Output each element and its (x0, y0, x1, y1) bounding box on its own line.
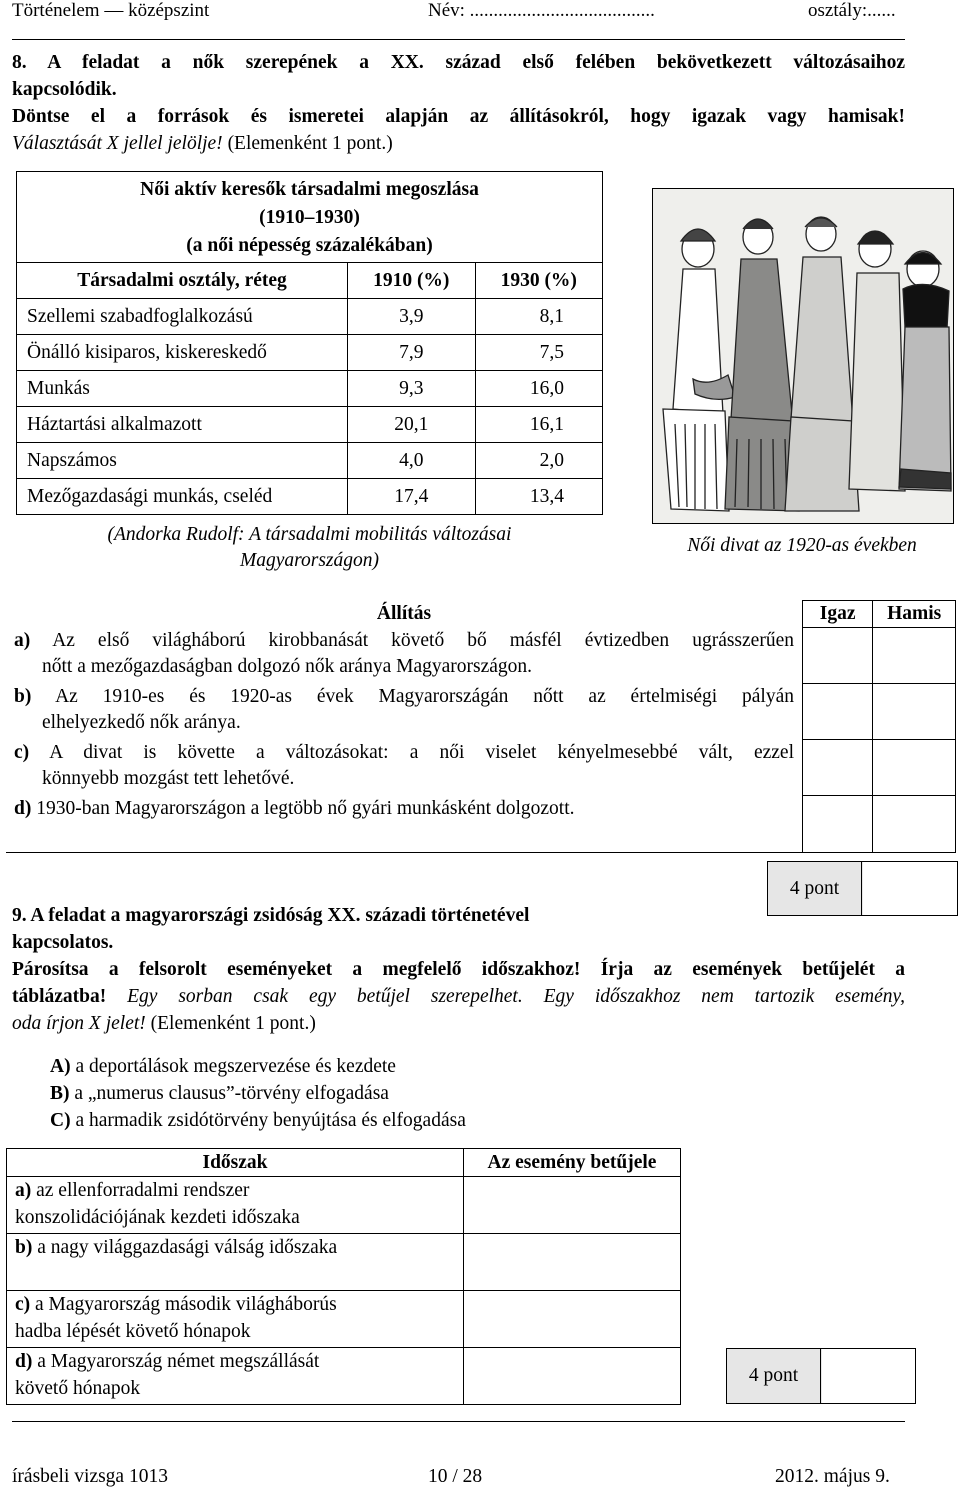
period-text (7, 1234, 464, 1291)
answer-cell[interactable] (464, 1177, 681, 1234)
statement-line1: Az 1910-es és 1920-as évek Magyarországán nőtt az értelmiségi pályán (55, 685, 794, 707)
statement-letter: a) (14, 629, 31, 651)
table-cell: 9,3 (348, 371, 476, 407)
period-letter: d) (15, 1351, 33, 1372)
task8-instruction-italic: Választását X jellel jelölje! (12, 133, 223, 154)
event-item (50, 1080, 466, 1107)
source-table-header-row (17, 263, 603, 299)
period-text (7, 1348, 464, 1405)
table-row (17, 479, 603, 515)
event-item (50, 1053, 466, 1080)
statement-text (6, 628, 803, 684)
statement-line1: A divat is követte a változásokat: a női viselet kényelmesebbé vált, ezzel (49, 741, 794, 763)
task8-title-line1: 8. A feladat a nők szerepének a XX. század első felében bekövetkezett változásaihoz (12, 52, 905, 73)
caption-line: (1910–1930) (259, 207, 360, 228)
table-row (17, 299, 603, 335)
statement-letter: d) (14, 797, 32, 819)
table-cell: Szellemi szabadfoglalkozású (17, 299, 348, 335)
header-cell: Társadalmi osztály, réteg (17, 263, 348, 299)
source-citation (16, 522, 603, 574)
period-row (7, 1348, 681, 1405)
statement-line (14, 628, 794, 654)
fashion-illustration (652, 188, 954, 524)
header-false: Hamis (873, 601, 956, 628)
period-line1: az ellenforradalmi rendszer (36, 1180, 250, 1201)
statement-line2: nőtt a mezőgazdaságban dolgozó nők aránya Magyarországon. (42, 655, 533, 677)
footer-exam-id: írásbeli vizsga 1013 (12, 1466, 168, 1487)
statement-line2: elhelyezkedő nők aránya. (42, 711, 241, 733)
header-subject: Történelem — középszint (12, 0, 210, 21)
answer-cell[interactable] (464, 1234, 681, 1291)
answer-cell[interactable] (464, 1291, 681, 1348)
table-cell: 8,1 (475, 299, 603, 335)
table-cell: 17,4 (348, 479, 476, 515)
false-checkbox-cell[interactable] (873, 740, 956, 796)
footer-page-number: 10 / 28 (428, 1466, 483, 1487)
header-class: osztály:...... (808, 0, 896, 21)
event-letter: B) (50, 1083, 70, 1104)
true-checkbox-cell[interactable] (803, 628, 873, 684)
table-cell: Munkás (17, 371, 348, 407)
statement-text (6, 740, 803, 796)
table-cell: Háztartási alkalmazott (17, 407, 348, 443)
citation-line: (Andorka Rudolf: A társadalmi mobilitás változásai (107, 524, 512, 545)
task9-points-box (726, 1348, 916, 1404)
statement-line1: 1930-ban Magyarországon a legtöbb nő gyári munkásként dolgozott. (36, 797, 575, 819)
fashion-drawing (653, 189, 953, 523)
statement-row (6, 796, 956, 853)
header-statement: Állítás (376, 603, 432, 624)
table-cell: 20,1 (348, 407, 476, 443)
citation-line: Magyarországon) (239, 550, 380, 571)
statements-header-row (6, 601, 956, 628)
statement-letter: c) (14, 741, 30, 763)
period-line (15, 1291, 455, 1318)
table-cell: Mezőgazdasági munkás, cseléd (17, 479, 348, 515)
period-letter: c) (15, 1294, 31, 1315)
header-cell: 1910 (%) (348, 263, 476, 299)
task8-title-line2: kapcsolódik. (12, 79, 117, 100)
header-period: Időszak (7, 1149, 464, 1177)
caption-line: Női aktív keresők társadalmi megoszlása (140, 179, 479, 200)
task9-instruction-line1: Párosítsa a felsorolt eseményeket a megfelelő időszakhoz! Írja az események betűjelét a (12, 959, 905, 980)
true-checkbox-cell[interactable] (803, 796, 873, 853)
statement-line (14, 796, 794, 822)
event-letter: C) (50, 1110, 71, 1131)
period-text (7, 1177, 464, 1234)
task9-instruction-italic: Egy sorban csak egy betűjel szerepelhet. Egy időszakhoz nem tartozik esemény, (127, 986, 905, 1007)
false-checkbox-cell[interactable] (873, 628, 956, 684)
table-row (17, 443, 603, 479)
answer-cell[interactable] (464, 1348, 681, 1405)
source-table (16, 171, 603, 515)
statement-line1: Az első világháború kirobbanását követő bő másfél évtizedben ugrásszerűen (52, 629, 794, 651)
task9-instruction-line2 (12, 986, 905, 1008)
table-cell: 3,9 (348, 299, 476, 335)
period-letter: b) (15, 1237, 33, 1258)
statement-line (14, 740, 794, 766)
table-row (17, 335, 603, 371)
header-true: Igaz (803, 601, 873, 628)
table-cell: Önálló kisiparos, kiskereskedő (17, 335, 348, 371)
points-label: 4 pont (768, 862, 862, 915)
period-line2: konszolidációjának kezdeti időszaka (15, 1207, 300, 1228)
points-score-cell[interactable] (822, 1349, 915, 1403)
table-row (17, 371, 603, 407)
source-table-caption (17, 172, 603, 263)
period-line1: a Magyarország német megszállását (37, 1351, 320, 1372)
header-rule (12, 39, 905, 40)
period-line (15, 1348, 455, 1375)
false-checkbox-cell[interactable] (873, 684, 956, 740)
header-letter: Az esemény betűjele (464, 1149, 681, 1177)
event-item (50, 1107, 466, 1134)
period-line2: hadba lépését követő hónapok (15, 1321, 251, 1342)
task8-instruction-line2 (12, 133, 393, 155)
statement-row (6, 684, 956, 740)
statements-table (6, 600, 956, 853)
statement-text (6, 684, 803, 740)
footer-date: 2012. május 9. (775, 1466, 890, 1487)
task9-instruction-line3 (12, 1013, 316, 1035)
page-header (12, 0, 905, 22)
statement-text (6, 796, 803, 853)
task9-points-note: (Elemenként 1 pont.) (150, 1013, 316, 1034)
task9-title-line1: 9. A feladat a magyarországi zsidóság XX. századi történetével (12, 905, 530, 926)
period-text (7, 1291, 464, 1348)
period-line (15, 1234, 455, 1261)
statement-letter: b) (14, 685, 32, 707)
event-letter: A) (50, 1056, 71, 1077)
points-score-cell[interactable] (863, 862, 957, 915)
task8-instruction: Döntse el a források és ismeretei alapján az állításokról, hogy igazak vagy hamisak! (12, 106, 905, 127)
period-line (15, 1177, 455, 1204)
table-cell: 7,5 (475, 335, 603, 371)
period-row (7, 1177, 681, 1234)
false-checkbox-cell[interactable] (873, 796, 956, 853)
table-row (17, 407, 603, 443)
table-cell: 4,0 (348, 443, 476, 479)
table-cell: 2,0 (475, 443, 603, 479)
statement-row (6, 740, 956, 796)
task8-points-note: (Elemenként 1 pont.) (227, 133, 393, 154)
statement-line2: könnyebb mozgást tett lehetővé. (42, 767, 295, 789)
period-line1: a Magyarország második világháborús (35, 1294, 337, 1315)
header-cell: 1930 (%) (475, 263, 603, 299)
header-name: Név: ....................................... (428, 0, 655, 21)
table-cell: 16,1 (475, 407, 603, 443)
table-cell: 13,4 (475, 479, 603, 515)
true-checkbox-cell[interactable] (803, 740, 873, 796)
period-row (7, 1291, 681, 1348)
event-text: a deportálások megszervezése és kezdete (75, 1056, 396, 1077)
footer-rule (12, 1421, 905, 1422)
period-row (7, 1234, 681, 1291)
period-letter: a) (15, 1180, 32, 1201)
task9-title-line2: kapcsolatos. (12, 932, 114, 953)
event-text: a harmadik zsidótörvény benyújtása és elfogadása (75, 1110, 466, 1131)
period-line1: a nagy világgazdasági válság időszaka (37, 1237, 338, 1258)
points-label: 4 pont (727, 1349, 821, 1403)
events-list (50, 1053, 466, 1134)
caption-line: (a női népesség százalékában) (186, 235, 433, 256)
statement-line (14, 684, 794, 710)
table-cell: 7,9 (348, 335, 476, 371)
periods-header-row (7, 1149, 681, 1177)
period-line2: követő hónapok (15, 1378, 141, 1399)
task9-instruction-italic2: oda írjon X jelet! (12, 1013, 146, 1034)
event-text: a „numerus clausus”-törvény elfogadása (74, 1083, 389, 1104)
table-cell: 16,0 (475, 371, 603, 407)
task9-instruction-bold: táblázatba! (12, 986, 107, 1007)
task8-points-box (767, 861, 958, 916)
table-cell: Napszámos (17, 443, 348, 479)
periods-table (6, 1148, 681, 1405)
true-checkbox-cell[interactable] (803, 684, 873, 740)
image-caption: Női divat az 1920-as években (687, 535, 917, 556)
statement-row (6, 628, 956, 684)
